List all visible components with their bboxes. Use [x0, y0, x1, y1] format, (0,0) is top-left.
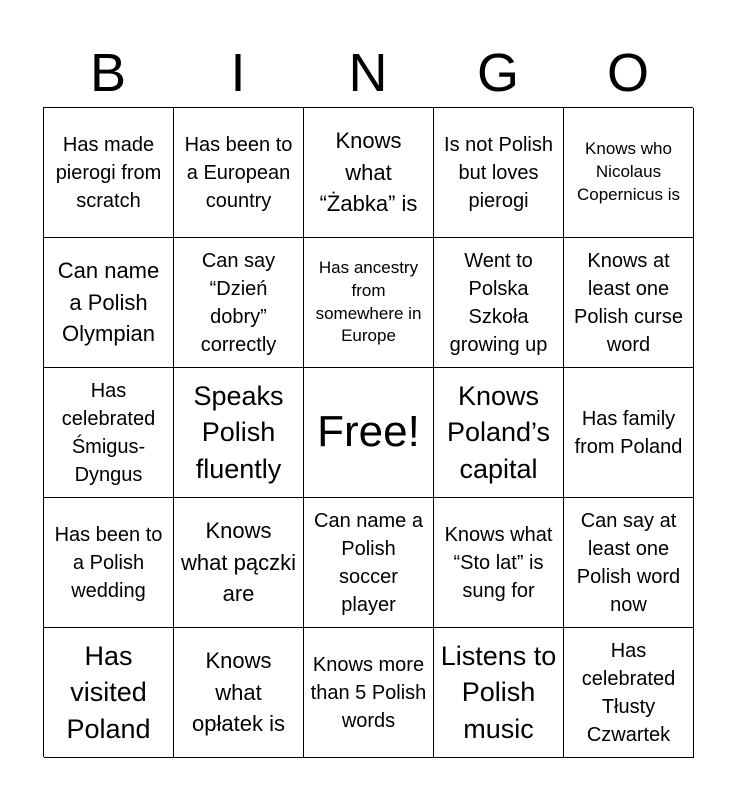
cell-text: Knows what “Żabka” is [319, 127, 418, 217]
cell-text: Can say “Dzień dobry” correctly [200, 249, 277, 356]
bingo-cell-r1-c5[interactable] [564, 108, 694, 238]
cell-text: Knows what opłatek is [192, 647, 285, 737]
cell-text: Has been to a Polish wedding [54, 523, 163, 602]
cell-text: Is not Polish but loves pierogi [444, 133, 553, 212]
free-space-text: Free! [317, 407, 420, 457]
bingo-cell-r4-c2[interactable] [174, 498, 304, 628]
bingo-cell-r2-c3[interactable] [304, 238, 434, 368]
bingo-cell-r1-c1[interactable] [44, 108, 174, 238]
bingo-board [43, 107, 693, 757]
bingo-cell-r4-c3[interactable] [304, 498, 434, 628]
header-letter-g: G [476, 43, 519, 103]
bingo-cell-r1-c3[interactable] [304, 108, 434, 238]
bingo-cell-r3-c2[interactable] [174, 368, 304, 498]
cell-text: Knows Poland’s capital [446, 380, 551, 484]
bingo-cell-r1-c4[interactable] [434, 108, 564, 238]
bingo-cell-r2-c5[interactable] [564, 238, 694, 368]
cell-text: Has visited Poland [66, 640, 151, 744]
bingo-cell-r2-c2[interactable] [174, 238, 304, 368]
bingo-cell-r5-c1[interactable] [44, 628, 174, 758]
bingo-cell-free-space[interactable] [304, 368, 434, 498]
cell-text: Knows more than 5 Polish words [310, 653, 427, 732]
cell-text: Can name a Polish Olympian [57, 257, 160, 347]
cell-text: Has family from Poland [574, 407, 683, 458]
bingo-cell-r4-c5[interactable] [564, 498, 694, 628]
bingo-cell-r5-c4[interactable] [434, 628, 564, 758]
bingo-cell-r1-c2[interactable] [174, 108, 304, 238]
cell-text: Has been to a European country [184, 133, 293, 212]
cell-text: Speaks Polish fluently [193, 380, 284, 484]
cell-text: Can say at least one Polish word now [576, 509, 681, 616]
cell-text: Listens to Polish music [440, 640, 557, 744]
cell-text: Knows who Nicolaus Copernicus is [577, 139, 680, 204]
bingo-cell-r2-c1[interactable] [44, 238, 174, 368]
header-letter-i: I [230, 43, 246, 103]
bingo-cell-r4-c4[interactable] [434, 498, 564, 628]
header-letter-b: B [89, 43, 127, 103]
bingo-cell-r5-c3[interactable] [304, 628, 434, 758]
cell-text: Has made pierogi from scratch [55, 133, 162, 212]
bingo-cell-r5-c2[interactable] [174, 628, 304, 758]
bingo-cell-r2-c4[interactable] [434, 238, 564, 368]
cell-text: Has celebrated Tłusty Czwartek [581, 639, 676, 746]
bingo-header [43, 40, 693, 106]
cell-text: Has celebrated Śmigus-Dyngus [61, 379, 156, 486]
bingo-cell-r3-c1[interactable] [44, 368, 174, 498]
cell-text: Has ancestry from somewhere in Europe [315, 257, 422, 346]
cell-text: Can name a Polish soccer player [314, 509, 423, 616]
bingo-cell-r5-c5[interactable] [564, 628, 694, 758]
header-letter-o: O [606, 43, 649, 103]
cell-text: Went to Polska Szkoła growing up [449, 249, 548, 356]
bingo-cell-r3-c4[interactable] [434, 368, 564, 498]
bingo-cell-r4-c1[interactable] [44, 498, 174, 628]
header-letter-n: N [348, 43, 388, 103]
cell-text: Knows at least one Polish curse word [574, 249, 683, 356]
cell-text: Knows what “Sto lat” is sung for [444, 523, 553, 602]
bingo-cell-r3-c5[interactable] [564, 368, 694, 498]
cell-text: Knows what pączki are [181, 517, 296, 607]
